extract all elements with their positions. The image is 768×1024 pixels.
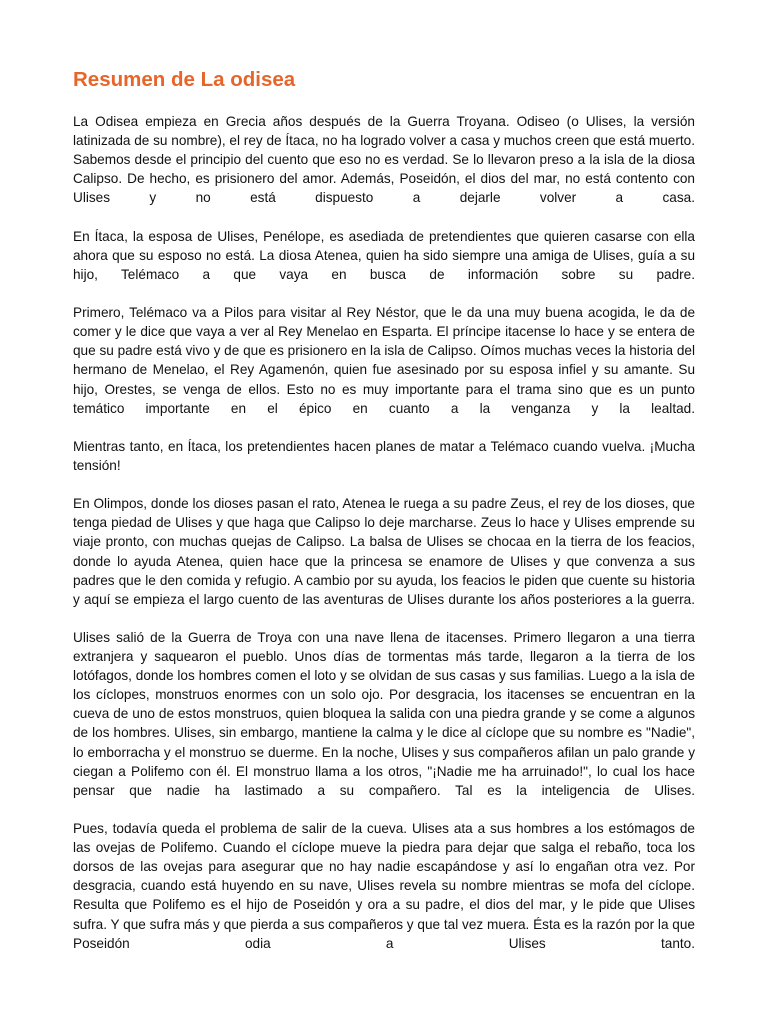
paragraph-3: Primero, Telémaco va a Pilos para visitar al Rey Néstor, que le da una muy buena acogida, le da de comer y le dice que vaya a ver al Rey Menelao en Esparta. El príncipe itacense lo hace y se entera de que su padre está vivo y de que es prisionero en la isla de Calipso. Oímos muchas veces la historia del hermano de Menelao, el Rey Agamenón, quien fue asesinado por su esposa infiel y su amante. Su hijo, Orestes, se venga de ellos. Esto no es muy importante para el trama sino que es un punto temático importante en el épico en cuanto a la venganza y la lealtad.: [73, 305, 695, 416]
paragraph-7: Pues, todavía queda el problema de salir de la cueva. Ulises ata a sus hombres a los estómagos de las ovejas de Polifemo. Cuando el cíclope mueve la piedra para dejar que salga el rebaño, toca los dorsos de las ovejas para asegurar que no hay nadie escapándose y así lo engañan otra vez. Por desgracia, cuando está huyendo en su nave, Ulises revela su nombre mientras se mofa del cíclope. Resulta que Polifemo es el hijo de Poseidón y ora a su padre, el dios del mar, y le pide que Ulises sufra. Y que sufra más y que pierda a sus compañeros y que tal vez muera. Ésta es la razón por la que Poseidón odia a Ulises tanto.: [73, 821, 695, 951]
document-title: Resumen de La odisea: [73, 68, 296, 91]
paragraph-1: La Odisea empieza en Grecia años después de la Guerra Troyana. Odiseo (o Ulises, la versión latinizada de su nombre), el rey de Ítaca, no ha logrado volver a casa y muchos creen que está muerto. Sabemos desde el principio del cuento que eso no es verdad. Se lo llevaron preso a la isla de la diosa Calipso. De hecho, es prisionero del amor. Además, Poseidón, el dios del mar, no está contento con Ulises y no está dispuesto a dejarle volver a casa.: [73, 114, 695, 206]
paragraph-4: Mientras tanto, en Ítaca, los pretendientes hacen planes de matar a Telémaco cuando vuelva. ¡Mucha tensión!: [73, 438, 695, 473]
paragraph-5: En Olimpos, donde los dioses pasan el rato, Atenea le ruega a su padre Zeus, el rey de los dioses, que tenga piedad de Ulises y que haga que Calipso lo deje marcharse. Zeus lo hace y Ulises emprende su viaje pronto, con muchas quejas de Calipso. La balsa de Ulises se chocaa en la tierra de los feacios, donde lo ayuda Atenea, quien hace que la princesa se enamore de Ulises y que convenza a sus padres que le den comida y refugio. A cambio por su ayuda, los feacios le piden que cuente su historia y aquí se empieza el largo cuento de las aventuras de Ulises durante los años posteriores a la guerra.: [73, 496, 695, 607]
paragraph-2: En Ítaca, la esposa de Ulises, Penélope, es asediada de pretendientes que quieren casarse con ella ahora que su esposo no está. La diosa Atenea, quien ha sido siempre una amiga de Ulises, guía a su hijo, Telémaco a que vaya en busca de información sobre su padre.: [73, 228, 695, 282]
paragraph-6: Ulises salió de la Guerra de Troya con una nave llena de itacenses. Primero llegaron a una tierra extranjera y saquearon el pueblo. Unos días de tormentas más tarde, llegaron a la tierra de los lotófagos, donde los hombres comen el loto y se olvidan de sus casas y sus familias. Luego a la isla de los cíclopes, monstruos enormes con un solo ojo. Por desgracia, los itacenses se encuentran en la cueva de uno de estos monstruos, quien bloquea la salida con una piedra grande y se come a algunos de los hombres. Ulises, sin embargo, mantiene la calma y le dice al cíclope que su nombre es "Nadie", lo emborracha y el monstruo se duerme. En la noche, Ulises y sus compañeros afilan un palo grande y ciegan a Polifemo con él. El monstruo llama a los otros, "¡Nadie me ha arruinado!", lo cual los hace pensar que nadie ha lastimado a su compañero. Tal es la inteligencia de Ulises.: [73, 630, 695, 798]
document-page: [73, 66, 695, 972]
